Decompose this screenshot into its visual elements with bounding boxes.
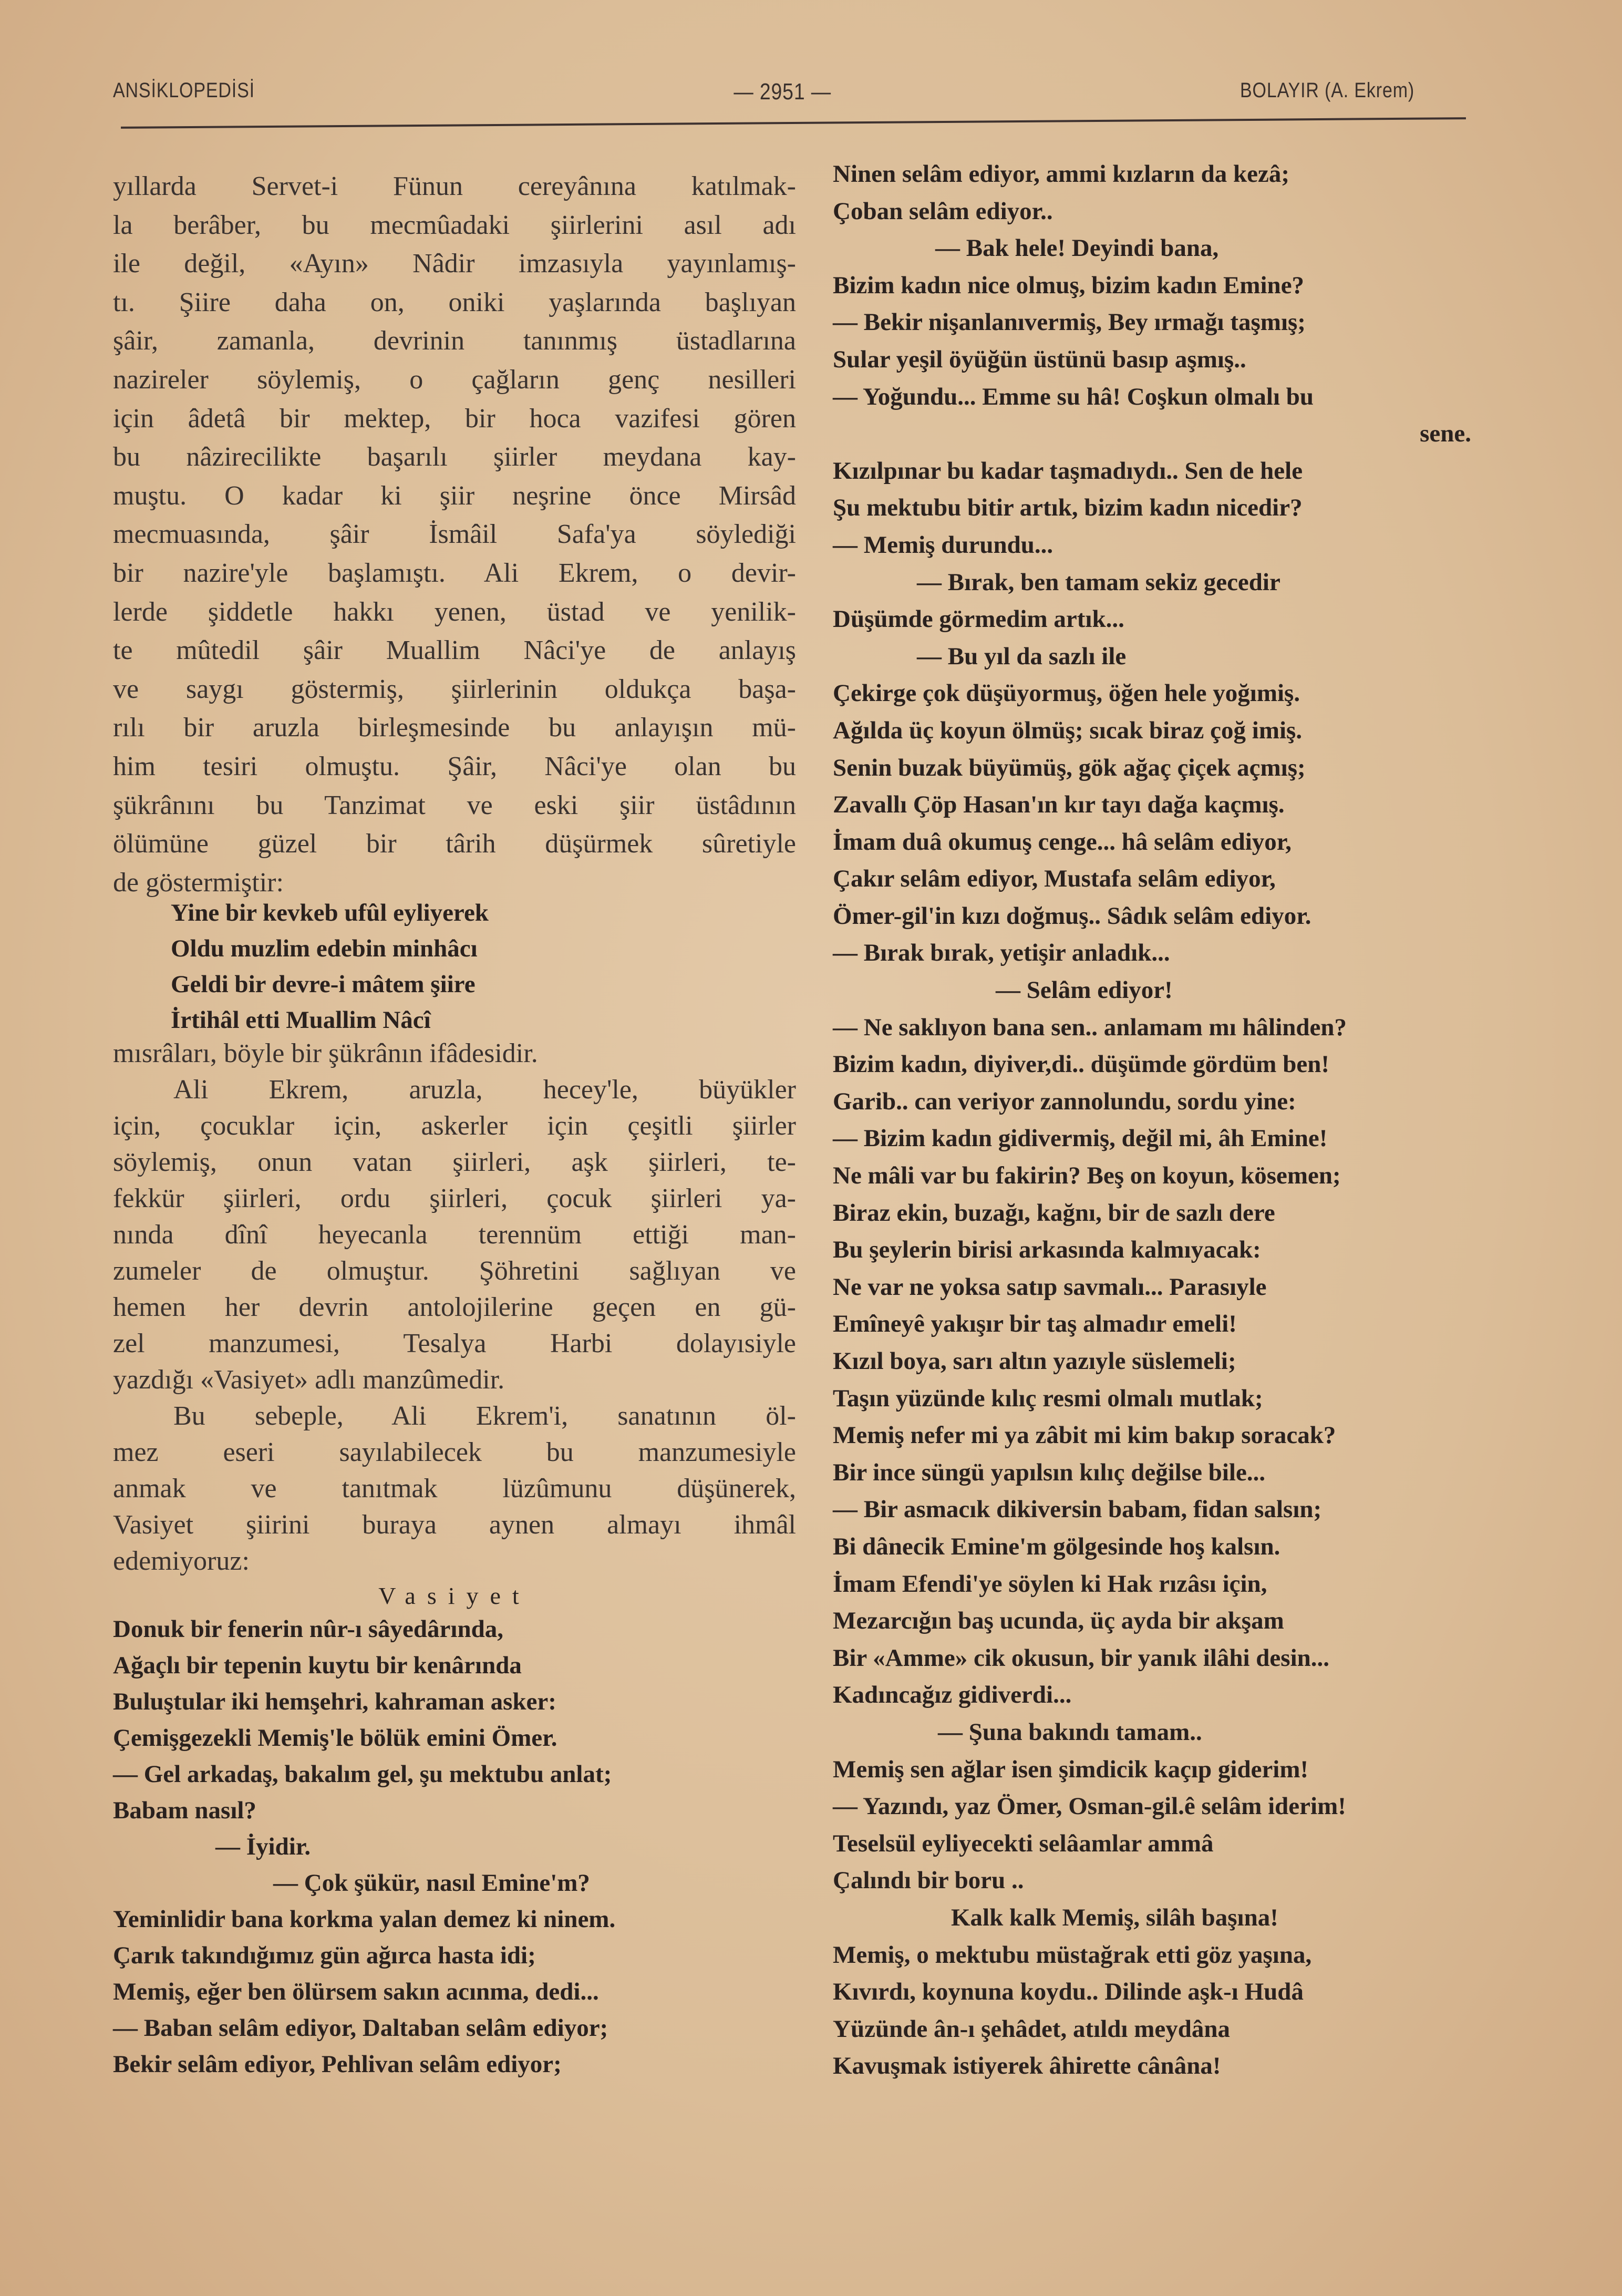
text-line: Yine bir kevkeb ufûl eyliyerek xyxy=(171,899,489,926)
header-rule xyxy=(121,117,1466,129)
poem-vasiyet-part1 xyxy=(113,1611,796,2083)
verse-line: — Ne saklıyon bana sen.. anlamam mı hâlinden? xyxy=(833,1013,1347,1041)
verse-line: Bizim kadın nice olmuş, bizim kadın Emine? xyxy=(833,271,1305,299)
text-line: ve saygı göstermiş, şiirlerinin oldukça başa- xyxy=(113,674,796,704)
verse-line: — Bir asmacık dikiversin babam, fidan salsın; xyxy=(833,1496,1322,1523)
verse-line: Yeminlidir bana korkma yalan demez ki ninem. xyxy=(113,1906,616,1933)
text-line: mısrâları, böyle bir şükrânın ifâdesidir. xyxy=(113,1038,538,1068)
verse-line: Babam nasıl? xyxy=(113,1797,256,1824)
verse-line: Kavuşmak istiyerek âhirette cânâna! xyxy=(833,2052,1221,2080)
verse-line: Biraz ekin, buzağı, kağnı, bir de sazlı dere xyxy=(833,1199,1275,1227)
text-line: İrtihâl etti Muallim Nâcî xyxy=(171,1006,431,1034)
verse-line: Ne var ne yoksa satıp savmalı... Parasıyle xyxy=(833,1273,1267,1301)
verse-line: Kadıncağız gidiverdi... xyxy=(833,1681,1072,1709)
verse-line: Kıvırdı, koynuna koydu.. Dilinde aşk-ı Hudâ xyxy=(833,1978,1304,2006)
text-line: mez eseri sayılabilecek bu manzumesiyle xyxy=(113,1437,796,1467)
text-line: hemen her devrin antolojilerine geçen en gü- xyxy=(113,1292,796,1322)
text-line: söylemiş, onun vatan şiirleri, aşk şiirleri, te- xyxy=(113,1147,796,1177)
text-line: nında dînî heyecanla terennüm ettiği man- xyxy=(113,1220,796,1250)
text-line: Geldi bir devre-i mâtem şiire xyxy=(171,971,476,998)
page-number: — 2951 — xyxy=(733,79,831,105)
text-line: muştu. O kadar ki şiir neşrine önce Mirsâd xyxy=(113,480,796,511)
text-line: yazdığı «Vasiyet» adlı manzûmedir. xyxy=(113,1365,505,1395)
text-line: te mûtedil şâir Muallim Nâci'ye de anlayış xyxy=(113,635,796,666)
intro-paragraph xyxy=(113,167,796,902)
verse-line: Donuk bir fenerin nûr-ı sâyedârında, xyxy=(113,1615,503,1643)
verse-line: Senin buzak büyümüş, gök ağaç çiçek açmış; xyxy=(833,754,1306,781)
body-paragraphs xyxy=(113,1035,796,1579)
verse-line: Bu şeylerin birisi arkasında kalmıyacak: xyxy=(833,1236,1261,1264)
text-line: Vasiyet şiirini buraya aynen almayı ihmâl xyxy=(113,1510,796,1540)
verse-line: Ömer-gil'in kızı doğmuş.. Sâdık selâm ediyor. xyxy=(833,902,1311,930)
verse-line: İmam duâ okumuş cenge... hâ selâm ediyor, xyxy=(833,828,1292,856)
verse-line: — Baban selâm ediyor, Daltaban selâm ediyor; xyxy=(113,2014,608,2042)
verse-line: Sular yeşil öyüğün üstünü basıp aşmış.. xyxy=(833,345,1246,373)
verse-line: Kızıl boya, sarı altın yazıyle süslemeli; xyxy=(833,1347,1236,1375)
text-line: şükrânını bu Tanzimat ve eski şiir üstâdının xyxy=(113,790,796,820)
text-line: şâir, zamanla, devrinin tanınmış üstadlarına xyxy=(113,326,796,356)
text-line: ölümüne güzel bir târih düşürmek sûretiyle xyxy=(113,829,796,859)
verse-line: Ağılda üç koyun ölmüş; sıcak biraz çoğ imiş. xyxy=(833,716,1303,744)
verse-line: Emîneyê yakışır bir taş almadır emeli! xyxy=(833,1310,1237,1338)
verse-line: — Bırak, ben tamam sekiz gecedir xyxy=(917,568,1280,596)
verse-line: Çakır selâm ediyor, Mustafa selâm ediyor, xyxy=(833,865,1276,893)
verse-line: Çarık takındığımız gün ağırca hasta idi; xyxy=(113,1942,536,1969)
verse-line: Çalındı bir boru .. xyxy=(833,1867,1024,1895)
verse-line: Garib.. can veriyor zannolundu, sordu yine: xyxy=(833,1087,1296,1115)
verse-line: İmam Efendi'ye söylen ki Hak rızâsı için, xyxy=(833,1570,1267,1598)
text-line: him tesiri olmuştu. Şâir, Nâci'ye olan bu xyxy=(113,751,796,781)
verse-line: — Memiş durundu... xyxy=(833,531,1053,559)
poem-vasiyet-part2 xyxy=(833,156,1471,2085)
running-header-entry: BOLAYIR (A. Ekrem) xyxy=(1240,79,1415,102)
verse-line: Bir ince süngü yapılsın kılıç değilse bile... xyxy=(833,1458,1266,1486)
text-line: Oldu muzlim edebin minhâcı xyxy=(171,935,478,962)
text-line: edemiyoruz: xyxy=(113,1546,250,1576)
verse-line: — Bak hele! Deyindi bana, xyxy=(935,234,1219,262)
text-line: de göstermiştir: xyxy=(113,867,284,898)
verse-line: Memiş, eğer ben ölürsem sakın acınma, dedi... xyxy=(113,1978,599,2005)
verse-line: Mezarcığın baş ucunda, üç ayda bir akşam xyxy=(833,1607,1284,1635)
verse-line: Kızılpınar bu kadar taşmadıydı.. Sen de hele xyxy=(833,457,1303,485)
verse-line: Çekirge çok düşüyormuş, öğen hele yoğımiş. xyxy=(833,679,1300,707)
verse-line: — Bırak bırak, yetişir anladık... xyxy=(833,939,1170,967)
verse-line: Ne mâli var bu fakirin? Beş on koyun, kösemen; xyxy=(833,1162,1341,1190)
verse-line: Şu mektubu bitir artık, bizim kadın nicedir? xyxy=(833,494,1303,522)
text-line: Bu sebeple, Ali Ekrem'i, sanatının öl- xyxy=(173,1401,796,1431)
verse-line: Bizim kadın, diyiver,di.. düşümde gördüm ben! xyxy=(833,1051,1330,1078)
running-header-title: ANSİKLOPEDİSİ xyxy=(113,79,255,102)
text-line: anmak ve tanıtmak lüzûmunu düşünerek, xyxy=(113,1474,796,1504)
verse-line: Bi dânecik Emine'm gölgesinde hoş kalsın. xyxy=(833,1532,1280,1560)
verse-line: — Gel arkadaş, bakalım gel, şu mektubu anlat; xyxy=(113,1760,612,1788)
verse-line: Bir «Amme» cik okusun, bir yanık ilâhi desin... xyxy=(833,1644,1330,1672)
verse-line: Zavallı Çöp Hasan'ın kır tayı dağa kaçmış. xyxy=(833,791,1285,819)
verse-line: — Çok şükür, nasıl Emine'm? xyxy=(273,1869,590,1897)
verse-line: — Yoğundu... Emme su hâ! Coşkun olmalı bu xyxy=(833,383,1314,410)
text-line: Ali Ekrem, aruzla, hecey'le, büyükler xyxy=(173,1075,796,1105)
verse-line: — Selâm ediyor! xyxy=(996,976,1173,1004)
verse-line: Memiş, o mektubu müstağrak etti göz yaşına, xyxy=(833,1941,1312,1969)
verse-line: Ağaçlı bir tepenin kuytu bir kenârında xyxy=(113,1652,522,1679)
verse-line: Yüzünde ân-ı şehâdet, atıldı meydâna xyxy=(833,2015,1231,2043)
verse-line: — Yazındı, yaz Ömer, Osman-gil.ê selâm iderim! xyxy=(833,1793,1346,1820)
verse-line: Düşümde görmedim artık... xyxy=(833,605,1124,633)
nazire-verse xyxy=(171,895,775,1038)
text-line: ile değil, «Ayın» Nâdir imzasıyla yayınlamış- xyxy=(113,249,796,279)
text-line: lerde şiddetle hakkı yenen, üstad ve yenilik- xyxy=(113,596,796,627)
verse-line: Çoban selâm ediyor.. xyxy=(833,197,1053,225)
text-line: mecmuasında, şâir İsmâil Safa'ya söylediği xyxy=(113,519,796,550)
text-line: bir nazire'yle başlamıştı. Ali Ekrem, o devir- xyxy=(113,558,796,588)
text-line: la berâber, bu mecmûadaki şiirlerini asıl adı xyxy=(113,210,796,240)
verse-line: Çemişgezekli Memiş'le bölük emini Ömer. xyxy=(113,1724,557,1752)
text-line: yıllarda Servet-i Fünun cereyânına katılmak- xyxy=(113,171,796,201)
text-line: nazireler söylemiş, o çağların genç nesilleri xyxy=(113,364,796,395)
verse-line: Taşın yüzünde kılıç resmi olmalı mutlak; xyxy=(833,1384,1263,1412)
verse-line: — Bu yıl da sazlı ile xyxy=(917,642,1127,670)
text-line: fekkür şiirleri, ordu şiirleri, çocuk şiirleri ya- xyxy=(113,1183,796,1213)
verse-line: Ninen selâm ediyor, ammi kızların da kezâ; xyxy=(833,160,1290,188)
verse-line: Buluştular iki hemşehri, kahraman asker: xyxy=(113,1688,556,1715)
text-line: için âdetâ bir mektep, bir hoca vazifesi gören xyxy=(113,403,796,434)
text-line: zel manzumesi, Tesalya Harbi dolayısiyle xyxy=(113,1329,796,1358)
verse-line: Bekir selâm ediyor, Pehlivan selâm ediyor; xyxy=(113,2051,562,2078)
verse-line: — İyidir. xyxy=(215,1833,311,1860)
verse-line: Memiş sen ağlar isen şimdicik kaçıp giderim! xyxy=(833,1755,1309,1783)
verse-line: Memiş nefer mi ya zâbit mi kim bakıp soracak? xyxy=(833,1422,1336,1449)
text-line: için, çocuklar için, askerler için çeşitli şiirler xyxy=(113,1111,796,1141)
text-line: bu nâzirecilikte başarılı şiirler meydana kay- xyxy=(113,442,796,472)
verse-line: — Bekir nişanlanıvermiş, Bey ırmağı taşmış; xyxy=(833,308,1306,336)
verse-line: Teselsül eyliyecekti selâamlar ammâ xyxy=(833,1829,1214,1857)
verse-line: sene. xyxy=(1420,420,1471,448)
verse-line: — Şuna bakındı tamam.. xyxy=(938,1718,1202,1746)
verse-line: Kalk kalk Memiş, silâh başına! xyxy=(951,1903,1278,1931)
text-line: rılı bir aruzla birleşmesinde bu anlayışın mü- xyxy=(113,713,796,743)
text-line: tı. Şiire daha on, oniki yaşlarında başlıyan xyxy=(113,287,796,317)
text-line: zumeler de olmuştur. Şöhretini sağlıyan ve xyxy=(113,1256,796,1286)
poem-title: Vasiyet xyxy=(378,1582,531,1609)
verse-line: — Bizim kadın gidivermiş, değil mi, âh Emine! xyxy=(833,1125,1328,1152)
